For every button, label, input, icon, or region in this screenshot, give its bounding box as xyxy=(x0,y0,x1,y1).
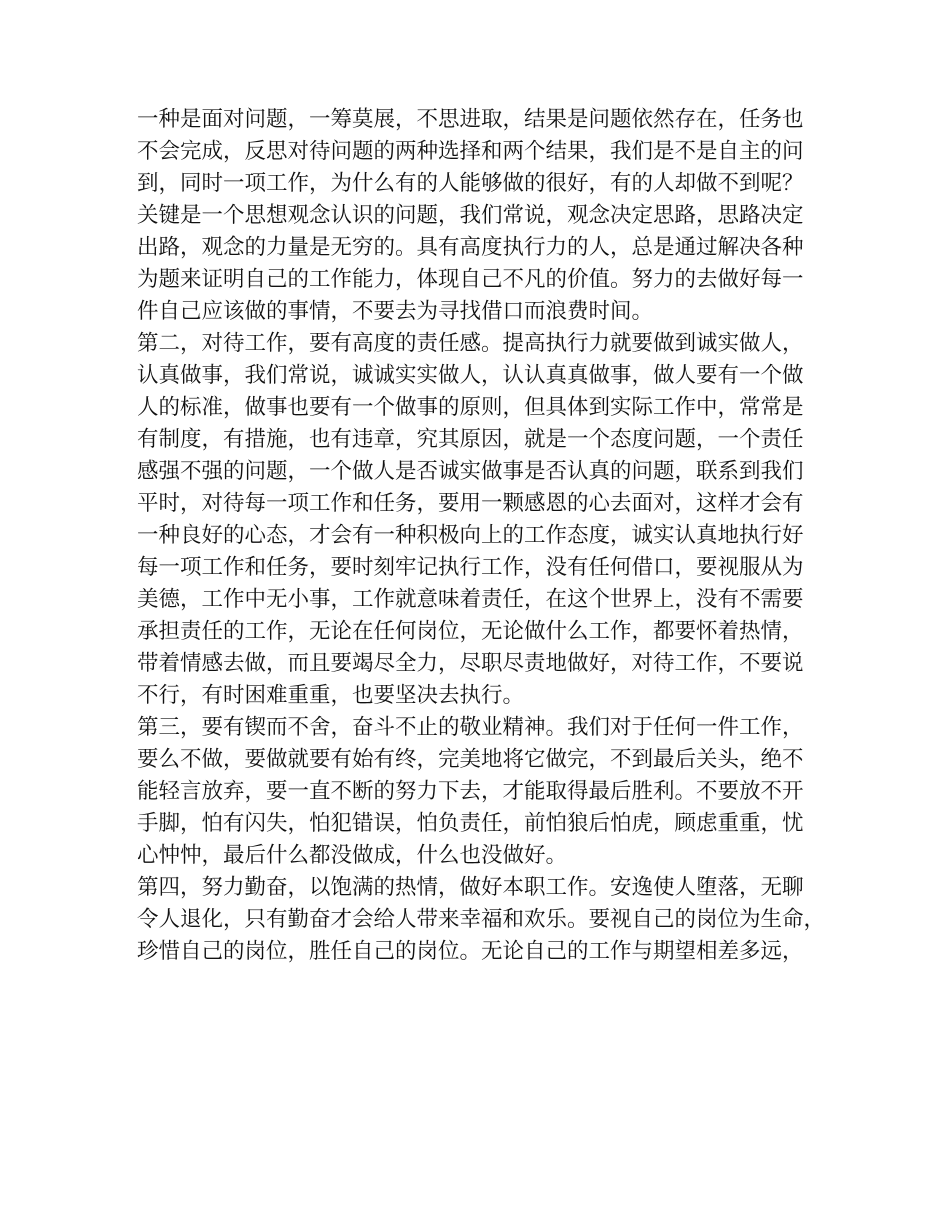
text-line: 令人退化，只有勤奋才会给人带来幸福和欢乐。要视自己的岗位为生命， xyxy=(137,907,826,932)
text-line: 一种良好的心态，才会有一种积极向上的工作态度，诚实认真地执行好 xyxy=(137,523,804,548)
text-line: 出路，观念的力量是无穷的。具有高度执行力的人，总是通过解决各种 xyxy=(137,235,804,260)
text-line: 每一项工作和任务，要时刻牢记执行工作，没有任何借口，要视服从为 xyxy=(137,555,804,580)
text-line: 美德，工作中无小事，工作就意味着责任，在这个世界上，没有不需要 xyxy=(137,587,804,612)
text-line: 手脚，怕有闪失，怕犯错误，怕负责任，前怕狼后怕虎，顾虑重重，忧 xyxy=(137,811,804,836)
text-line: 第四，努力勤奋，以饱满的热情，做好本职工作。安逸使人堕落，无聊 xyxy=(137,875,804,900)
text-line: 不会完成，反思对待问题的两种选择和两个结果，我们是不是自主的问 xyxy=(137,139,804,164)
text-line: 到，同时一项工作，为什么有的人能够做的很好，有的人却做不到呢？ xyxy=(137,171,804,196)
text-line: 人的标准，做事也要有一个做事的原则，但具体到实际工作中，常常是 xyxy=(137,395,804,420)
text-line: 带着情感去做，而且要竭尽全力，尽职尽责地做好，对待工作，不要说 xyxy=(137,651,804,676)
text-line: 不行，有时困难重重，也要坚决去执行。 xyxy=(137,683,525,708)
document-body xyxy=(137,104,827,968)
text-line: 一种是面对问题，一筹莫展，不思进取，结果是问题依然存在，任务也 xyxy=(137,107,804,132)
text-line: 承担责任的工作，无论在任何岗位，无论做什么工作，都要怀着热情， xyxy=(137,619,804,644)
text-line: 为题来证明自己的工作能力，体现自己不凡的价值。努力的去做好每一 xyxy=(137,267,804,292)
text-line: 有制度，有措施，也有违章，究其原因，就是一个态度问题，一个责任 xyxy=(137,427,804,452)
text-line: 平时，对待每一项工作和任务，要用一颗感恩的心去面对，这样才会有 xyxy=(137,491,804,516)
text-line: 件自己应该做的事情，不要去为寻找借口而浪费时间。 xyxy=(137,299,654,324)
text-line: 关键是一个思想观念认识的问题，我们常说，观念决定思路，思路决定 xyxy=(137,203,804,228)
text-line: 要么不做，要做就要有始有终，完美地将它做完，不到最后关头，绝不 xyxy=(137,747,804,772)
text-line: 心忡忡，最后什么都没做成，什么也没做好。 xyxy=(137,843,568,868)
text-line: 第二，对待工作，要有高度的责任感。提高执行力就要做到诚实做人， xyxy=(137,331,804,356)
text-line: 珍惜自己的岗位，胜任自己的岗位。无论自己的工作与期望相差多远， xyxy=(137,939,804,964)
text-line: 认真做事，我们常说，诚诚实实做人，认认真真做事，做人要有一个做 xyxy=(137,363,804,388)
text-line: 第三，要有锲而不舍，奋斗不止的敬业精神。我们对于任何一件工作， xyxy=(137,715,804,740)
text-line: 感强不强的问题，一个做人是否诚实做事是否认真的问题，联系到我们 xyxy=(137,459,804,484)
text-line: 能轻言放弃，要一直不断的努力下去，才能取得最后胜利。不要放不开 xyxy=(137,779,804,804)
